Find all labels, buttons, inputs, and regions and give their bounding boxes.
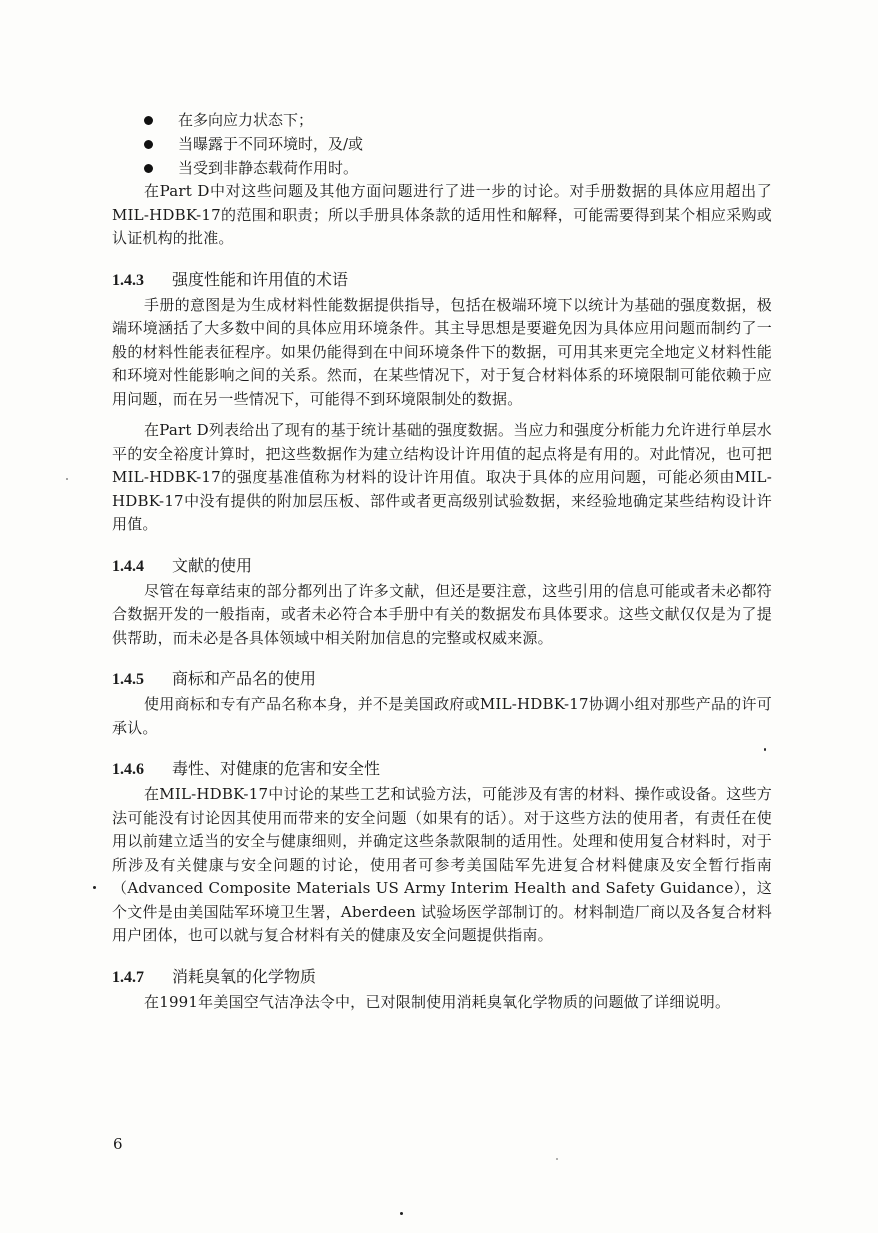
bullet-item: [112, 132, 772, 156]
section-heading: [112, 965, 772, 989]
scan-speck: [764, 748, 766, 751]
bullet-dot-icon: [144, 164, 153, 173]
section-title: 毒性、对健康的危害和安全性: [172, 759, 381, 778]
section-title: 消耗臭氧的化学物质: [172, 966, 317, 986]
section-title: 商标和产品名的使用: [172, 669, 317, 688]
section-1-4-4: [112, 554, 772, 651]
bullet-text: 当曝露于不同环境时，及/或: [178, 135, 364, 153]
section-number: 1.4.6: [112, 761, 144, 778]
section-1-4-5: [112, 667, 772, 740]
section-paragraph: 在Part D列表给出了现有的基于统计基础的强度数据。当应力和强度分析能力允许进行单层水平的安全裕度计算时，把这些数据作为建立结构设计许用值的起点将是有用的。对此情况，也可把MIL-HDBK-17的强度基准值称为材料的设计许用值。取决于具体的应用问题，可能必须由MIL-HDBK-17中没有提供的附加层压板、部件或者更高级别试验数据，来经验地确定某些结构设计许用值。: [112, 421, 772, 533]
section-number: 1.4.4: [112, 557, 144, 575]
scan-speck: [66, 478, 68, 480]
section-number: 1.4.3: [112, 271, 144, 289]
page-body: [112, 108, 772, 1014]
section-paragraph: 在MIL-HDBK-17中讨论的某些工艺和试验方法，可能涉及有害的材料、操作或设备。这些方法可能没有讨论因其使用而带来的安全问题（如果有的话）。对于这些方法的使用者，有责任在使用以前建立适当的安全与健康细则，并确定这些条款限制的适用性。处理和使用复合材料时，对于所涉及有关健康与安全问题的讨论，使用者可参考美国陆军先进复合材料健康及安全暂行指南（Advanced Composite Materials US Army Interim Health and Safety Guidance），这个文件是由美国陆军环境卫生署，Aberdeen 试验场医学部制订的。材料制造厂商以及各复合材料用户团体，也可以就与复合材料有关的健康及安全问题提供指南。: [112, 785, 772, 944]
page-number: 6: [113, 1135, 123, 1153]
bullet-item: [112, 156, 772, 180]
section-heading: [112, 554, 772, 578]
bullet-dot-icon: [144, 140, 153, 149]
section-title: 文献的使用: [172, 555, 253, 575]
section-heading: [112, 268, 772, 292]
bullet-dot-icon: [144, 116, 153, 125]
section-number: 1.4.7: [112, 968, 144, 986]
bullet-text: 当受到非静态载荷作用时。: [178, 159, 359, 177]
section-number: 1.4.5: [112, 671, 144, 688]
bullet-text: 在多向应力状态下；: [178, 111, 314, 129]
intro-paragraph: 在Part D中对这些问题及其他方面问题进行了进一步的讨论。对手册数据的具体应用超出了MIL-HDBK-17的范围和职责；所以手册具体条款的适用性和解释，可能需要得到某个相应采购或认证机构的批准。: [112, 182, 772, 247]
section-1-4-3: [112, 268, 772, 537]
section-1-4-7: [112, 965, 772, 1015]
scan-speck: [93, 886, 96, 889]
section-heading: [112, 757, 772, 781]
section-1-4-6: [112, 757, 772, 948]
section-title: 强度性能和许用值的术语: [172, 269, 349, 289]
scan-speck: [556, 1158, 558, 1160]
scan-speck: [400, 1212, 403, 1215]
section-paragraph: 手册的意图是为生成材料性能数据提供指导，包括在极端环境下以统计为基础的强度数据，极端环境涵括了大多数中间的具体应用环境条件。其主导思想是要避免因为具体应用问题而制约了一般的材料性能表征程序。如果仍能得到在中间环境条件下的数据，可用其来更完全地定义材料性能和环境对性能影响之间的关系。然而，在某些情况下，对于复合材料体系的环境限制可能依赖于应用问题，而在另一些情况下，可能得不到环境限制处的数据。: [112, 295, 772, 408]
section-heading: [112, 667, 772, 691]
bullet-list: [112, 108, 772, 180]
section-paragraph: 尽管在每章结束的部分都列出了许多文献，但还是要注意，这些引用的信息可能或者未必都符合数据开发的一般指南，或者未必符合本手册中有关的数据发布具体要求。这些文献仅仅是为了提供帮助，而未必是各具体领域中相关附加信息的完整或权威来源。: [112, 581, 772, 647]
section-paragraph: 使用商标和专有产品名称本身，并不是美国政府或MIL-HDBK-17协调小组对那些产品的许可承认。: [112, 695, 772, 737]
bullet-item: [112, 108, 772, 132]
section-paragraph: 在1991年美国空气洁净法令中，已对限制使用消耗臭氧化学物质的问题做了详细说明。: [144, 992, 731, 1011]
